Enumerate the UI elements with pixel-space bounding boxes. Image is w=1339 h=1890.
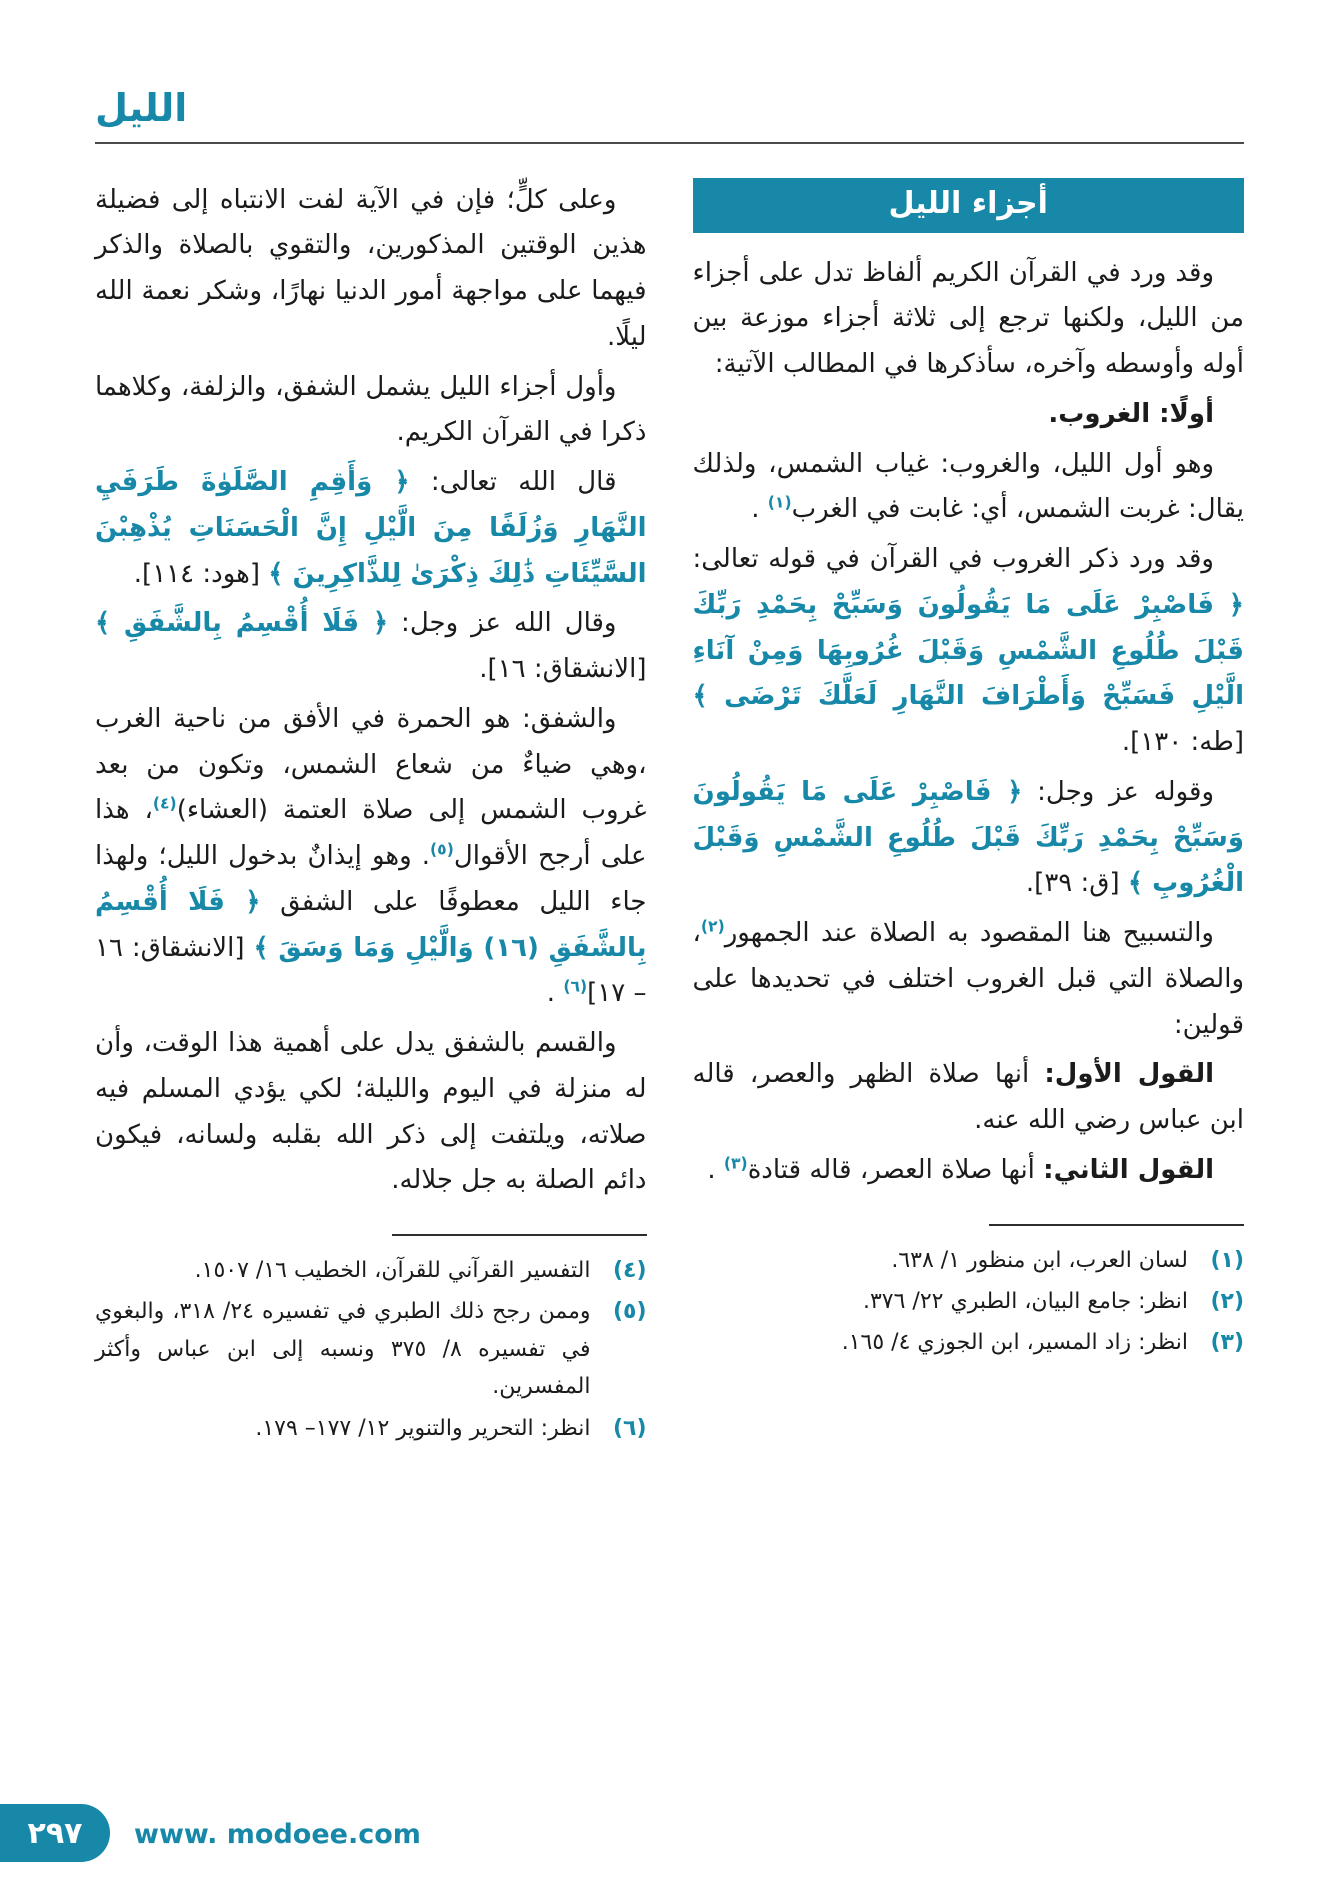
quran-verse: ﴿ فَلَا أُقْسِمُ بِالشَّفَقِ (١٦) وَالَّيْلِ وَمَا وَسَقَ ﴾ <box>95 886 647 963</box>
footnote <box>95 1293 647 1405</box>
footnote-text: لسان العرب، ابن منظور ١/ ٦٣٨. <box>891 1247 1188 1273</box>
paragraph <box>95 697 647 1017</box>
left-footnotes <box>95 1252 647 1447</box>
paragraph <box>693 770 1245 907</box>
footnote-text: وممن رجح ذلك الطبري في تفسيره ٢٤/ ٣١٨، والبغوي في تفسيره ٨/ ٣٧٥ ونسبه إلى ابن عباس وأكثر المفسرين. <box>95 1299 591 1400</box>
paragraph <box>693 442 1245 534</box>
footnote-number: (٢) <box>1210 1288 1244 1314</box>
body-text: وقوله عز وجل: <box>1022 776 1214 807</box>
footnote-separator <box>392 1234 647 1236</box>
paragraph <box>693 251 1245 388</box>
paragraph <box>693 392 1245 438</box>
paragraph <box>95 178 647 361</box>
footnote-number: (٤) <box>612 1258 647 1284</box>
body-text: . <box>707 1154 724 1185</box>
footnote-text: انظر: التحرير والتنوير ١٢/ ١٧٧– ١٧٩. <box>255 1415 591 1441</box>
footnote-ref: (٥) <box>430 840 454 859</box>
body-text: أنها صلاة العصر، قاله قتادة <box>747 1154 1044 1185</box>
quran-verse: ﴿ فَلَا أُقْسِمُ بِالشَّفَقِ ﴾ <box>95 608 389 639</box>
body-text: وقد ورد ذكر الغروب في القرآن في قوله تعالى: <box>692 544 1214 575</box>
paragraph <box>693 537 1245 766</box>
footnote-separator <box>989 1224 1244 1226</box>
footnote-ref: (٢) <box>700 917 725 936</box>
body-text: [الانشقاق: ١٦ – ١٧] <box>95 932 647 1009</box>
section-header: أجزاء الليل <box>693 178 1245 233</box>
header-rule <box>95 142 1244 144</box>
body-text: والتسبيح هنا المقصود به الصلاة عند الجمهور <box>724 918 1214 949</box>
quran-verse: ﴿ وَأَقِمِ الصَّلَوٰةَ طَرَفَيِ النَّهَارِ وَزُلَفًا مِنَ الَّيْلِ إِنَّ الْحَسَنَاتِ يُذْهِبْنَ السَّيِّئَاتِ ذَٰلِكَ ذِكْرَىٰ لِلذَّاكِرِينَ ﴾ <box>95 467 647 589</box>
body-text: . <box>546 978 564 1009</box>
column-left <box>95 178 647 1451</box>
footnote-number: (٣) <box>1210 1330 1244 1356</box>
body-text: وعلى كلٍّ؛ فإن في الآية لفت الانتباه إلى فضيلة هذين الوقتين المذكورين، والتقوي بالصلاة والذكر فيهما على مواجهة أمور الدنيا نهارًا، وشكر نعمة الله ليلًا. <box>95 184 647 352</box>
footnote-text: التفسير القرآني للقرآن، الخطيب ١٦/ ١٥٠٧. <box>194 1258 591 1284</box>
page-header <box>95 86 1244 144</box>
paragraph <box>693 1148 1245 1194</box>
body-text: قال الله تعالى: <box>409 467 617 498</box>
content-columns <box>95 178 1244 1451</box>
footnote-text: انظر: جامع البيان، الطبري ٢٢/ ٣٧٦. <box>862 1288 1188 1314</box>
footnote-ref: (٦) <box>563 977 588 996</box>
paragraph <box>693 911 1245 1048</box>
body-text: . <box>751 494 768 525</box>
footnote <box>95 1252 647 1289</box>
body-text: [الانشقاق: ١٦]. <box>479 654 647 685</box>
body-text: [ق: ٣٩]. <box>1025 868 1128 899</box>
column-right <box>693 178 1245 1366</box>
paragraph <box>95 601 647 693</box>
footnote-ref: (١) <box>767 493 792 512</box>
footnote-ref: (٤) <box>152 794 177 813</box>
footnote <box>693 1283 1245 1320</box>
body-text: وأول أجزاء الليل يشمل الشفق، والزلفة، وكلاهما ذكرا في القرآن الكريم. <box>95 371 647 448</box>
paragraph <box>95 365 647 457</box>
footnote-ref: (٣) <box>723 1154 748 1173</box>
body-text: والشفق: هو الحمرة في الأفق من ناحية الغرب ،وهي ضياءٌ من شعاع الشمس، وتكون من بعد غروب الشمس إلى صلاة العتمة (العشاء) <box>95 703 647 826</box>
body-text: القول الثاني: <box>1043 1154 1214 1185</box>
page-number-badge: ٢٩٧ <box>0 1804 110 1862</box>
footnote-number: (١) <box>1210 1247 1244 1273</box>
body-text: والقسم بالشفق يدل على أهمية هذا الوقت، وأن له منزلة في اليوم والليلة؛ لكي يؤدي المسلم فيه صلاته، ويلتفت إلى ذكر الله بقلبه ولسانه، فيكون دائم الصلة به جل جلاله. <box>95 1028 647 1196</box>
body-text: وقد ورد في القرآن الكريم ألفاظ تدل على أجزاء من الليل، ولكنها ترجع إلى ثلاثة أجزاء موزعة بين أوله وأوسطه وآخره، سأذكرها في المطالب الآتية: <box>692 257 1244 380</box>
footnote-number: (٦) <box>612 1415 647 1441</box>
body-text: [طه: ١٣٠]. <box>1121 727 1244 758</box>
body-text: وقال الله عز وجل: <box>388 608 617 639</box>
paragraph <box>693 1052 1245 1144</box>
body-text: . وهو إيذانٌ بدخول الليل؛ ولهذا جاء الليل معطوفًا على الشفق <box>95 841 647 917</box>
body-text: ، والصلاة التي قبل الغروب اختلف في تحديدها على قولين: <box>692 918 1244 1040</box>
body-text: أولًا: الغروب. <box>1048 398 1214 429</box>
footnote-number: (٥) <box>612 1299 647 1325</box>
left-paragraphs <box>95 178 647 1205</box>
page-title: الليل <box>95 86 188 130</box>
footnote <box>693 1324 1245 1361</box>
footnote-text: انظر: زاد المسير، ابن الجوزي ٤/ ١٦٥. <box>841 1330 1188 1356</box>
body-text: [هود: ١١٤]. <box>133 558 269 589</box>
quran-verse: ﴿ فَاصْبِرْ عَلَى مَا يَقُولُونَ وَسَبِّحْ بِحَمْدِ رَبِّكَ قَبْلَ طُلُوعِ الشَّمْسِ وَقَبْلَ الْغُرُوبِ ﴾ <box>692 776 1244 899</box>
right-paragraphs <box>693 251 1245 1194</box>
footnote <box>95 1410 647 1447</box>
body-text: وهو أول الليل، والغروب: غياب الشمس، ولذلك يقال: غربت الشمس، أي: غابت في الغرب <box>692 448 1244 525</box>
right-footnotes <box>693 1242 1245 1362</box>
body-text: ، هذا على أرجح الأقوال <box>95 795 647 872</box>
quran-verse: ﴿ فَاصْبِرْ عَلَى مَا يَقُولُونَ وَسَبِّحْ بِحَمْدِ رَبِّكَ قَبْلَ طُلُوعِ الشَّمْسِ وَقَبْلَ غُرُوبِهَا وَمِنْ آنَاءِ الَّيْلِ فَسَبِّحْ وَأَطْرَافَ النَّهَارِ لَعَلَّكَ تَرْضَى ﴾ <box>692 589 1244 712</box>
body-text: القول الأول: <box>1044 1059 1214 1090</box>
paragraph <box>95 1021 647 1204</box>
website-text: www. modoee.com <box>134 1819 421 1850</box>
body-text: أنها صلاة الظهر والعصر، قاله ابن عباس رضي الله عنه. <box>692 1059 1244 1136</box>
footnote <box>693 1242 1245 1279</box>
paragraph <box>95 460 647 597</box>
